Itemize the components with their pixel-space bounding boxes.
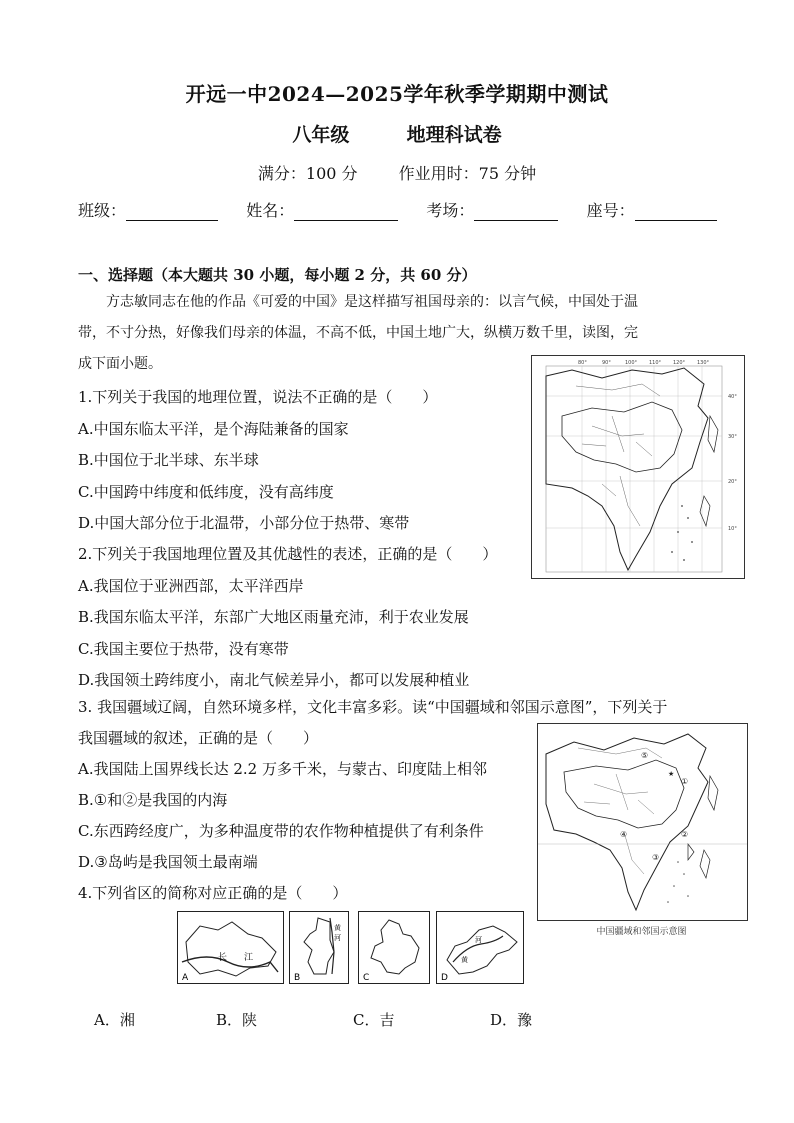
room-field[interactable]: [474, 204, 558, 221]
lon-label-120: 120°: [673, 360, 686, 366]
asia-map-1-graphic: [532, 356, 744, 578]
province-a-label-2: 江: [244, 953, 254, 963]
lat-label-30: 30°: [728, 434, 737, 440]
question-1: [78, 382, 528, 540]
time-limit: 作业用时：75 分钟: [398, 164, 537, 183]
q2-option-c[interactable]: C.我国主要位于热带，没有寒带: [78, 639, 289, 658]
q4-stem: 4.下列省区的简称对应正确的是（ ）: [78, 884, 348, 902]
province-b-letter: B: [294, 973, 301, 983]
seat-field[interactable]: [635, 204, 717, 221]
province-c-outline: [358, 911, 430, 984]
marker-1: ①: [681, 777, 689, 786]
province-b-label-1: 黄: [334, 924, 341, 932]
q1-stem: 1.下列关于我国的地理位置，说法不正确的是（ ）: [78, 388, 438, 406]
lon-label-80: 80°: [578, 360, 587, 366]
lat-label-10: 10°: [728, 526, 737, 532]
china-neighbors-map: [537, 723, 748, 921]
q4-option-a[interactable]: A．湘: [94, 1011, 135, 1029]
q2-stem: 2.下列关于我国地理位置及其优越性的表述，正确的是（ ）: [78, 545, 498, 563]
province-d-outline: [436, 911, 524, 984]
subject-label: 地理科试卷: [406, 124, 502, 146]
province-d-label-2: 黄: [461, 956, 468, 964]
lon-label-90: 90°: [602, 360, 611, 366]
class-field[interactable]: [126, 204, 218, 221]
asia-map-1: [531, 355, 745, 579]
province-b-graphic: [290, 912, 348, 983]
lon-label-100: 100°: [625, 360, 638, 366]
province-b-outline: [289, 911, 349, 984]
room-label: 考场：: [426, 201, 475, 220]
province-d-letter: D: [441, 973, 448, 983]
province-a-graphic: [178, 912, 283, 983]
q1-option-c[interactable]: C.中国跨中纬度和低纬度，没有高纬度: [78, 482, 334, 501]
q3-stem-line-1: 3. 我国疆域辽阔，自然环境多样，文化丰富多彩。读“中国疆域和邻国示意图”，下列关于: [78, 698, 668, 716]
q1-option-d[interactable]: D.中国大部分位于北温带，小部分位于热带、寒带: [78, 514, 410, 532]
capital-star-icon: ★: [668, 770, 675, 778]
intro-line-3: 成下面小题。: [78, 356, 162, 372]
q3-stem-line-2: 我国疆域的叙述，正确的是（ ）: [78, 729, 319, 747]
province-c-letter: C: [363, 973, 370, 983]
grade-label: 八年级: [292, 124, 350, 146]
lat-label-20: 20°: [728, 479, 737, 485]
marker-5: ⑤: [641, 751, 649, 760]
section-heading: 一、选择题（本大题共 30 小题，每小题 2 分，共 60 分）: [78, 266, 477, 284]
exam-title: 开远一中2024—2025学年秋季学期期中测试: [185, 82, 609, 106]
full-score: 满分：100 分: [257, 164, 358, 183]
exam-meta: [0, 161, 794, 184]
marker-3: ③: [652, 853, 660, 862]
class-label: 班级：: [78, 201, 127, 220]
q1-option-a[interactable]: A.中国东临太平洋，是个海陆兼备的国家: [78, 419, 349, 438]
province-a-label-1: 长: [218, 953, 228, 963]
china-neighbors-map-graphic: [538, 724, 747, 920]
province-d-label-1: 河: [475, 936, 482, 944]
province-b-label-2: 河: [334, 934, 341, 942]
q3-option-b[interactable]: B.①和②是我国的内海: [78, 791, 228, 809]
question-2: [78, 539, 528, 697]
map-caption: 中国疆域和邻国示意图: [596, 927, 687, 937]
intro-line-1: 方志敏同志在他的作品《可爱的中国》是这样描写祖国母亲的：以言气候，中国处于温: [106, 294, 638, 310]
lat-label-40: 40°: [728, 394, 737, 400]
province-a-letter: A: [182, 973, 189, 983]
lon-label-110: 110°: [649, 360, 662, 366]
student-info-row: [78, 198, 717, 221]
q2-option-d[interactable]: D.我国领土跨纬度小，南北气候差异小，都可以发展种植业: [78, 671, 470, 689]
q3-option-c[interactable]: C.东西跨经度广，为多种温度带的农作物种植提供了有利条件: [78, 822, 484, 840]
province-d-graphic: [437, 912, 523, 983]
q3-option-a[interactable]: A.我国陆上国界线长达 2.2 万多千米，与蒙古、印度陆上相邻: [78, 760, 487, 778]
exam-subtitle: [0, 120, 794, 147]
q3-option-d[interactable]: D.③岛屿是我国领土最南端: [78, 853, 258, 871]
q2-option-b[interactable]: B.我国东临太平洋，东部广大地区雨量充沛，利于农业发展: [78, 608, 469, 626]
intro-line-2: 带，不寸分热，好像我们母亲的体温，不高不低，中国土地广大，纵横万数千里，读图，完: [78, 325, 638, 341]
marker-4: ④: [620, 830, 628, 839]
province-c-graphic: [359, 912, 429, 983]
lon-label-130: 130°: [697, 360, 710, 366]
marker-2: ②: [681, 830, 689, 839]
q4-option-d[interactable]: D．豫: [490, 1011, 533, 1029]
q4-option-c[interactable]: C．吉: [353, 1011, 395, 1029]
q2-option-a[interactable]: A.我国位于亚洲西部，太平洋西岸: [78, 576, 304, 595]
q1-option-b[interactable]: B.中国位于北半球、东半球: [78, 451, 259, 469]
name-label: 姓名：: [246, 201, 295, 220]
seat-label: 座号：: [586, 201, 635, 220]
name-field[interactable]: [294, 204, 398, 221]
province-a-outline: [177, 911, 284, 984]
q4-option-b[interactable]: B．陕: [216, 1011, 258, 1029]
